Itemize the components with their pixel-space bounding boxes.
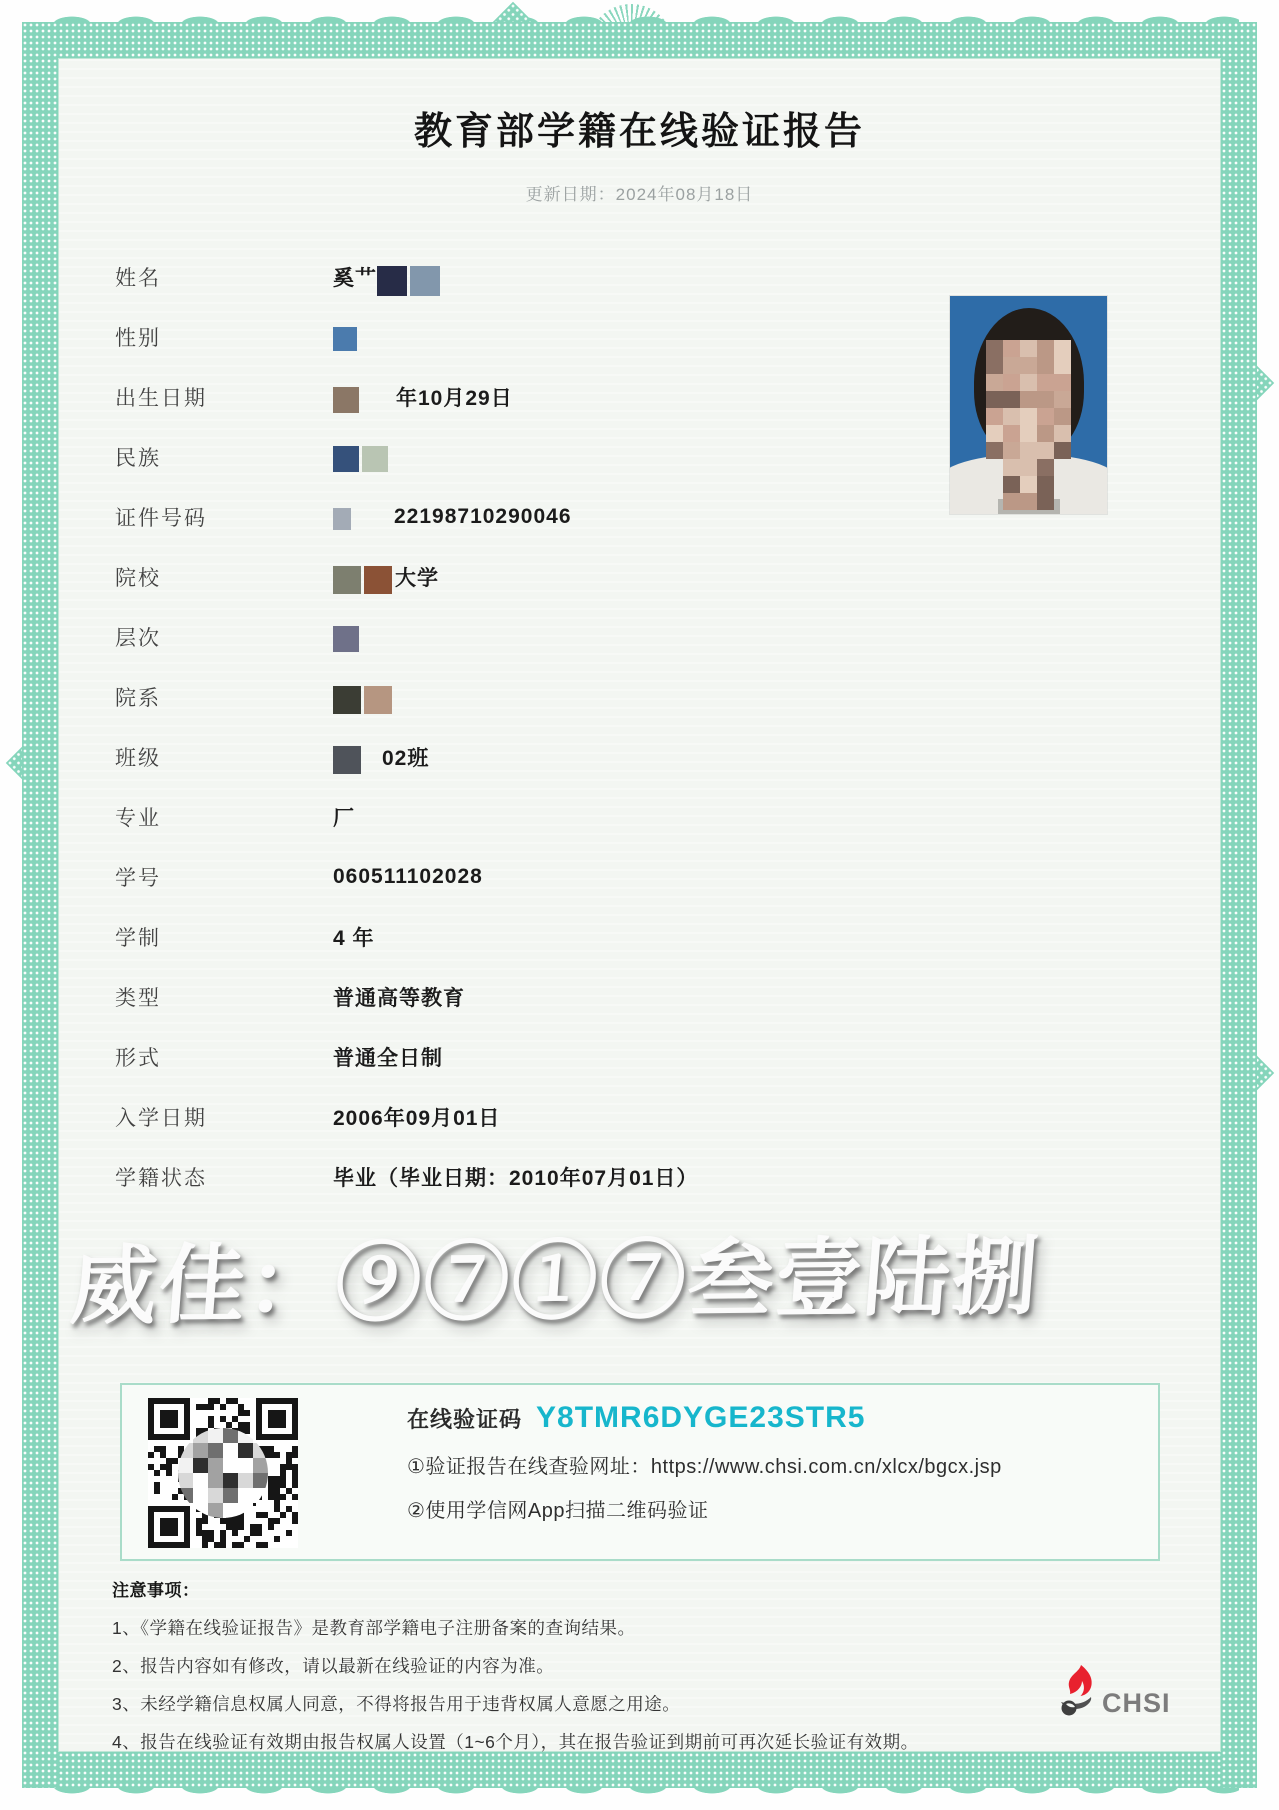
field-row [0, 607, 1279, 667]
field-value [333, 802, 355, 832]
note-item: 1、《学籍在线验证报告》是教育部学籍电子注册备案的查询结果。 [112, 1618, 636, 1638]
value-text: 2006年09月01日 [333, 1107, 501, 1130]
value-text: 年10月29日 [396, 387, 513, 410]
field-row [0, 787, 1279, 847]
redaction-block [333, 387, 359, 413]
notes-heading: 注意事项： [112, 1581, 200, 1600]
field-value [333, 740, 429, 774]
field-label: 入学日期 [115, 1107, 207, 1130]
field-value [333, 504, 572, 530]
note-item: 4、报告在线验证有效期由报告权属人设置（1~6个月），其在报告验证到期前可再次延长验证有效期。 [112, 1732, 919, 1752]
redaction-block [333, 746, 361, 774]
verification-app-line: ②使用学信网App扫描二维码验证 [407, 1500, 709, 1522]
field-label: 形式 [115, 1047, 161, 1070]
field-label: 学制 [115, 927, 161, 950]
field-label: 院校 [115, 567, 161, 590]
field-label: 学籍状态 [115, 1167, 207, 1190]
field-label: 出生日期 [115, 387, 207, 410]
page-title: 教育部学籍在线验证报告 [413, 111, 865, 153]
value-text: 大学 [395, 567, 439, 590]
redaction-block [364, 686, 392, 714]
chsi-logo-text: CHSI [1102, 1688, 1171, 1718]
field-label: 证件号码 [115, 507, 207, 530]
note-item: 3、未经学籍信息权属人同意，不得将报告用于违背权属人意愿之用途。 [112, 1694, 681, 1714]
field-value [333, 1162, 698, 1192]
field-value [333, 922, 375, 952]
field-row [0, 727, 1279, 787]
field-label: 姓名 [115, 267, 161, 290]
redaction-block [333, 446, 359, 472]
field-row [0, 847, 1279, 907]
field-value [333, 1102, 500, 1132]
redaction-block [410, 266, 440, 296]
redaction-block [333, 508, 351, 530]
redaction-block [377, 266, 407, 296]
value-text: 4 年 [333, 927, 375, 950]
field-value [333, 323, 360, 351]
watermark-text: 威佳：⑨⑦①⑦叁壹陆捌 [67, 1225, 1044, 1338]
value-text: 毕业（毕业日期：2010年07月01日） [333, 1167, 699, 1190]
field-value [333, 865, 483, 889]
field-label: 班级 [115, 747, 161, 770]
field-value [333, 560, 439, 594]
update-date: 更新日期：2024年08月18日 [525, 185, 754, 204]
field-row [0, 1027, 1279, 1087]
border-band-top [22, 22, 1257, 58]
redaction-block [333, 626, 359, 652]
note-item: 2、报告内容如有修改，请以最新在线验证的内容为准。 [112, 1656, 555, 1676]
field-row [0, 967, 1279, 1027]
value-text: 普通全日制 [333, 1047, 443, 1070]
id-photo [950, 296, 1107, 514]
redaction-block [333, 566, 361, 594]
field-row [0, 667, 1279, 727]
redaction-block [364, 566, 392, 594]
chsi-logo [1056, 1664, 1171, 1721]
field-value [333, 680, 395, 714]
field-value [333, 982, 465, 1012]
field-label: 学号 [115, 867, 161, 890]
verification-code-line [407, 1401, 1002, 1435]
value-text: 厂 [333, 807, 355, 830]
chsi-flame-icon [1056, 1664, 1098, 1721]
value-text: 22198710290046 [394, 505, 572, 528]
field-label: 民族 [115, 447, 161, 470]
field-row [0, 1087, 1279, 1147]
field-value [333, 258, 443, 296]
redaction-block [362, 446, 388, 472]
verification-code-value: Y8TMR6DYGE23STR5 [536, 1401, 866, 1434]
notes-list [112, 1615, 1092, 1754]
qr-code [148, 1398, 298, 1548]
field-row [0, 1147, 1279, 1207]
field-row [0, 907, 1279, 967]
value-text: 奚艹 [333, 267, 377, 290]
verification-url-line: ①验证报告在线查验网址：https://www.chsi.com.cn/xlcx/bgcx.jsp [407, 1456, 1002, 1478]
field-label: 院系 [115, 687, 161, 710]
field-value [333, 442, 391, 472]
redaction-block [333, 686, 361, 714]
redaction-block [333, 327, 357, 351]
field-label: 层次 [115, 627, 161, 650]
field-value [333, 381, 513, 413]
verification-box [120, 1383, 1160, 1561]
qr-center-pixelation [178, 1428, 268, 1518]
notes-section [112, 1576, 1092, 1767]
value-text: 普通高等教育 [333, 987, 465, 1010]
face-pixelation-mosaic [986, 340, 1071, 510]
field-label: 专业 [115, 807, 161, 830]
value-text: 060511102028 [333, 865, 483, 888]
verification-code-label: 在线验证码 [407, 1407, 523, 1432]
field-label: 类型 [115, 987, 161, 1010]
value-text: 02班 [382, 747, 430, 770]
field-label: 性别 [115, 327, 161, 350]
field-value [333, 622, 362, 652]
field-value [333, 1042, 443, 1072]
field-row [0, 547, 1279, 607]
verification-text [407, 1401, 1002, 1523]
